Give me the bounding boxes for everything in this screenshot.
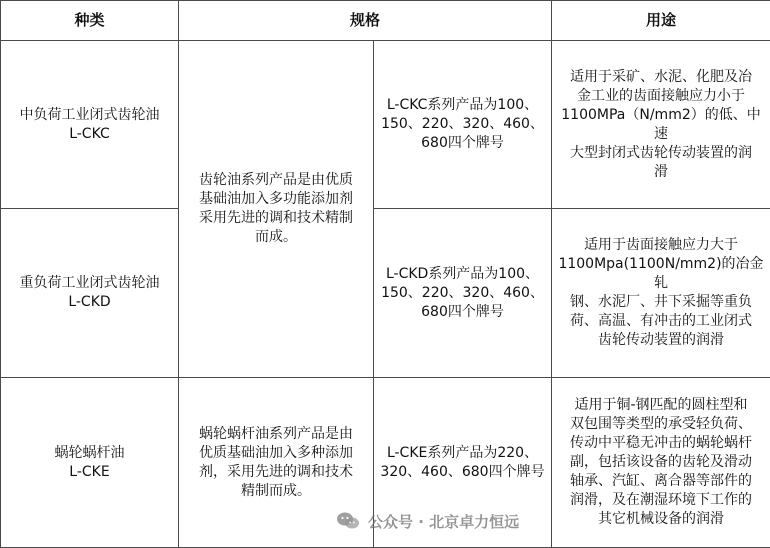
series-spec-ckd: L-CKD系列产品为100、 150、220、320、460、 680四个牌号: [374, 209, 552, 378]
product-name-ckc: 中负荷工业闭式齿轮油 L-CKC: [1, 41, 179, 209]
product-name-cke: 蜗轮蜗杆油 L-CKE: [1, 378, 179, 548]
watermark-text: 公众号 · 北京卓力恒远: [368, 512, 520, 531]
series-spec-ckc: L-CKC系列产品为100、 150、220、320、460、 680四个牌号: [374, 41, 552, 209]
header-row: [1, 1, 770, 41]
header-type: 种类: [1, 1, 179, 41]
series-spec-cke: L-CKE系列产品为220、 320、460、680四个牌号: [374, 378, 552, 548]
table-row: [1, 209, 770, 378]
gear-oil-description: 齿轮油系列产品是由优质 基础油加入多功能添加剂 采用先进的调和技术精制 而成。: [179, 41, 374, 378]
header-spec: 规格: [179, 1, 552, 41]
usage-ckd: 适用于齿面接触应力大于 1100Mpa(1100N/mm2)的冶金轧 钢、水泥厂、井下采掘等重负 荷、高温、有冲击的工业闭式 齿轮传动装置的润滑: [552, 209, 770, 378]
wechat-icon: [336, 511, 360, 531]
header-use: 用途: [552, 1, 770, 41]
watermark: [336, 508, 519, 534]
usage-cke: 适用于铜-钢匹配的圆柱型和 双包围等类型的承受轻负荷、 传动中平稳无冲击的蜗轮蜗杆 副，包括该设备的齿轮及滑动 轴承、汽缸、离合器等部件的 润滑，及在潮湿环境下工作的 其它机械设备的润滑: [552, 378, 770, 548]
worm-oil-description: 蜗轮蜗杆油系列产品是由 优质基础油加入多种添加 剂，采用先进的调和技术 精制而成。: [179, 378, 374, 548]
usage-ckc: 适用于采矿、水泥、化肥及冶 金工业的齿面接触应力小于 1100MPa（N/mm2）的低、中速 大型封闭式齿轮传动装置的润 滑: [552, 41, 770, 209]
product-name-ckd: 重负荷工业闭式齿轮油 L-CKD: [1, 209, 179, 378]
table-row: [1, 41, 770, 209]
